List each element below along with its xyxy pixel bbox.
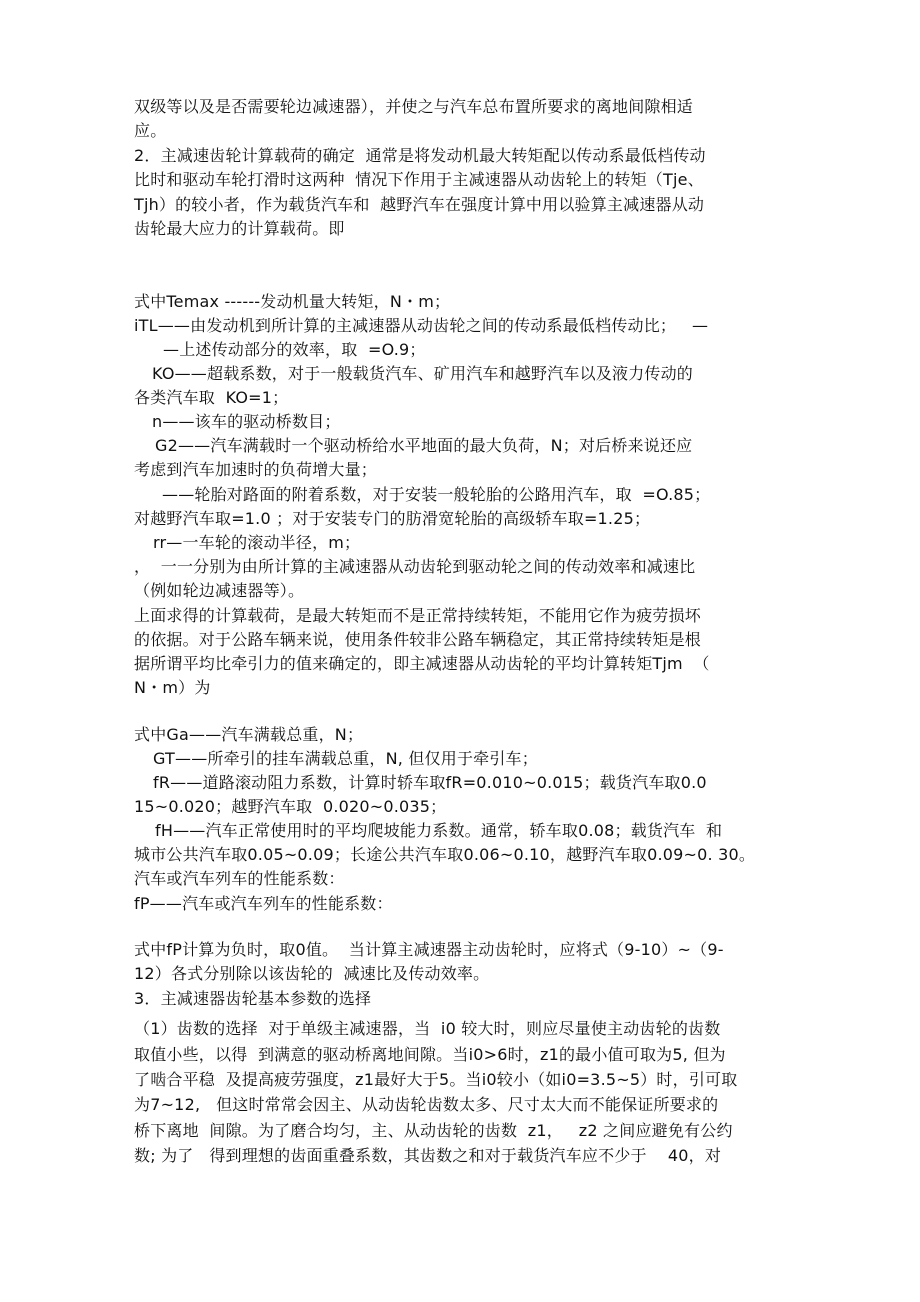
text-line: ——轮胎对路面的附着系数，对于安装一般轮胎的公路用汽车，取 =O.85； <box>162 485 711 504</box>
text-line: 式中Ga——汽车满载总重，N； <box>134 725 364 744</box>
text-line: 齿轮最大应力的计算载荷。即 <box>134 219 345 238</box>
text-line: 为7~12, 但这时常常会因主、从动齿轮齿数太多、尺寸太大而不能保证所要求的 <box>134 1095 719 1114</box>
text-line: KO——超载系数，对于一般载货汽车、矿用汽车和越野汽车以及液力传动的 <box>152 364 694 383</box>
text-line: 取值小些，以得 到满意的驱动桥离地间隙。当i0>6时，z1的最小值可取为5, 但为 <box>134 1045 726 1064</box>
text-line: ， 一一分别为由所计算的主减速器从动齿轮到驱动轮之间的传动效率和减速比 <box>134 557 696 576</box>
text-line: 双级等以及是否需要轮边减速器），并使之与汽车总布置所要求的离地间隙相适 <box>134 97 694 116</box>
text-line: 数; 为了 得到理想的齿面重叠系数，其齿数之和对于载货汽车应不少于 40，对 <box>134 1146 722 1165</box>
text-line: fH——汽车正常使用时的平均爬坡能力系数。通常，轿车取0.08；载货汽车 和 <box>155 821 723 840</box>
text-line: （1）齿数的选择 对于单级主减速器，当 i0 较大时，则应尽量使主动齿轮的齿数 <box>134 1019 721 1038</box>
text-line: 式中fP计算为负时，取0值。 当计算主减速器主动齿轮时，应将式（9-10）~（9- <box>134 940 724 959</box>
text-line: 汽车或汽车列车的性能系数： <box>134 869 345 888</box>
text-line: 12）各式分别除以该齿轮的 减速比及传动效率。 <box>134 964 490 983</box>
text-line: 各类汽车取 KO=1； <box>134 388 289 407</box>
text-line: —上述传动部分的效率，取 =O.9； <box>163 340 426 359</box>
text-line: 考虑到汽车加速时的负荷增大量； <box>134 460 378 479</box>
text-line: GT——所牵引的挂车满载总重，N, 但仅用于牵引车； <box>153 749 538 768</box>
text-line: 式中Temax ------发动机量大转矩，N・m； <box>134 292 451 311</box>
text-line: iTL——由发动机到所计算的主减速器从动齿轮之间的传动系最低档传动比； — <box>134 316 709 335</box>
text-line: 对越野汽车取=1.0 ；对于安装专门的肪滑宽轮胎的高级轿车取=1.25； <box>134 509 651 528</box>
text-line: Tjh）的较小者，作为载货汽车和 越野汽车在强度计算中用以验算主减速器从动 <box>134 195 705 214</box>
text-line: fP——汽车或汽车列车的性能系数： <box>134 894 393 913</box>
text-line: G2——汽车满载时一个驱动桥给水平地面的最大负荷，N；对后桥来说还应 <box>155 436 693 455</box>
text-line: 城市公共汽车取0.05~0.09；长途公共汽车取0.06~0.10，越野汽车取0.09~0. 30。 <box>134 845 756 864</box>
text-line: 3．主减速器齿轮基本参数的选择 <box>134 989 372 1008</box>
text-line: rr—一车轮的滚动半径，m； <box>153 533 361 552</box>
text-line: 据所谓平均比牵引力的值来确定的，即主减速器从动齿轮的平均计算转矩Tjm （ <box>134 654 710 673</box>
text-line: 15~0.020；越野汽车取 0.020~0.035； <box>134 797 447 816</box>
text-line: 了啮合平稳 及提高疲劳强度，z1最好大于5。当i0较小（如i0=3.5~5）时，引可取 <box>134 1070 738 1089</box>
text-line: 上面求得的计算载荷，是最大转矩而不是正常持续转矩，不能用它作为疲劳损坏 <box>134 606 702 625</box>
text-line: N・m）为 <box>134 678 211 697</box>
text-line: 的依据。对于公路车辆来说，使用条件较非公路车辆稳定，其正常持续转矩是根 <box>134 630 702 649</box>
text-line: （例如轮边减速器等）。 <box>134 581 305 600</box>
text-line: 应。 <box>134 121 167 140</box>
text-line: n——该车的驱动桥数目； <box>152 412 341 431</box>
text-line: 2．主减速齿轮计算载荷的确定 通常是将发动机最大转矩配以传动系最低档传动 <box>134 146 706 165</box>
text-line: fR——道路滚动阻力系数，计算时轿车取fR=0.010~0.015；载货汽车取0.0 <box>153 773 707 792</box>
text-line: 桥下离地 间隙。为了磨合均匀，主、从动齿轮的齿数 z1， z2 之间应避免有公约 <box>134 1121 733 1140</box>
text-line: 比时和驱动车轮打滑时这两种 情况下作用于主减速器从动齿轮上的转矩（Tje、 <box>134 170 704 189</box>
